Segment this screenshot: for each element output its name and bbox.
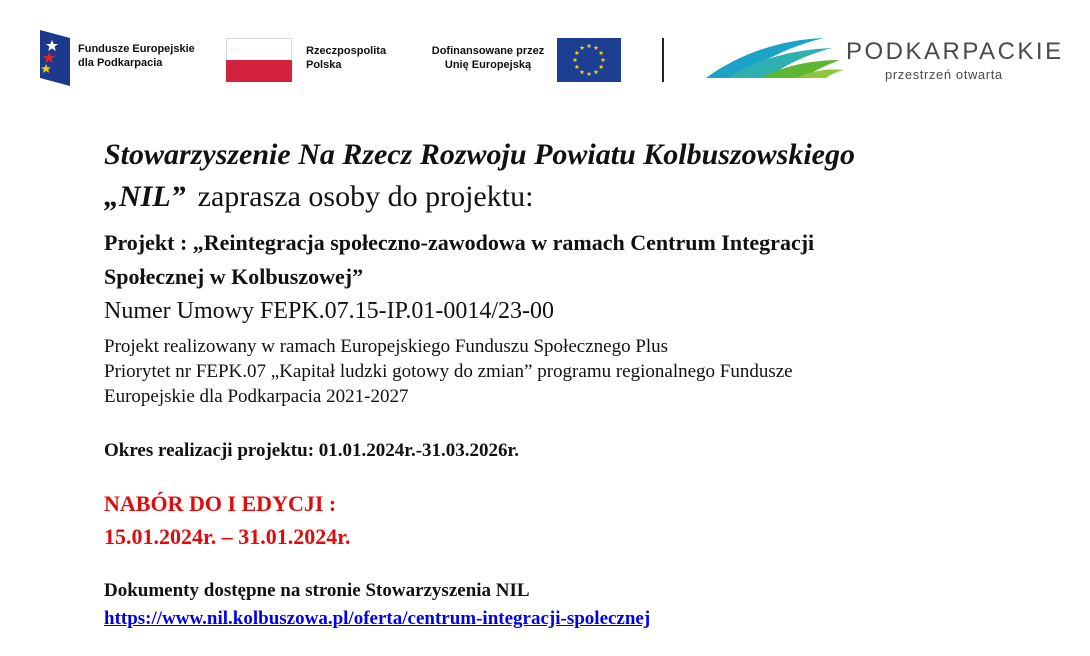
logo-bar	[0, 0, 1090, 110]
program-line2: Priorytet nr FEPK.07 „Kapitał ludzki gotowy do zmian” programu regionalnego Fundusze	[104, 361, 793, 382]
podkarpackie-swoosh-icon	[706, 34, 846, 82]
program-line3: Europejskie dla Podkarpacia 2021-2027	[104, 386, 409, 407]
invitation-line	[104, 180, 533, 214]
invitation-text: zaprasza osoby do projektu:	[197, 180, 534, 213]
poland-flag-icon	[226, 38, 292, 82]
organization-short-name: „NIL”	[104, 180, 186, 213]
project-title-line2: Społecznej w Kolbuszowej”	[104, 264, 364, 289]
eu-logo-line1: Dofinansowane przez	[431, 45, 545, 57]
project-title-line1: Projekt : „Reintegracja społeczno-zawodowa w ramach Centrum Integracji	[104, 230, 815, 255]
funds-eu-icon	[40, 30, 70, 86]
documents-link[interactable]: https://www.nil.kolbuszowa.pl/oferta/centrum-integracji-spolecznej	[104, 608, 651, 629]
podkarpackie-logo	[706, 34, 1076, 90]
logo-divider	[662, 38, 664, 82]
poland-logo-line2: Polska	[306, 59, 342, 71]
contract-number: Numer Umowy FEPK.07.15-IP.01-0014/23-00	[104, 298, 554, 324]
podkarpackie-tagline: przestrzeń otwarta	[885, 67, 1003, 82]
project-period: Okres realizacji projektu: 01.01.2024r.-31.03.2026r.	[104, 440, 519, 461]
recruitment-dates: 15.01.2024r. – 31.01.2024r.	[104, 524, 351, 549]
funds-logo	[40, 28, 215, 88]
organization-name: Stowarzyszenie Na Rzecz Rozwoju Powiatu Kolbuszowskiego	[104, 138, 855, 171]
funds-logo-line1: Fundusze Europejskie	[78, 43, 195, 55]
poland-logo-line1: Rzeczpospolita	[306, 45, 387, 57]
eu-logo-line2: Unię Europejską	[444, 59, 532, 71]
funds-logo-line2: dla Podkarpacia	[78, 57, 163, 69]
poland-logo	[226, 38, 416, 82]
podkarpackie-name: PODKARPACKIE	[846, 38, 1064, 65]
eu-logo	[425, 38, 625, 82]
documents-note: Dokumenty dostępne na stronie Stowarzyszenia NIL	[104, 580, 530, 601]
eu-flag-icon	[557, 38, 621, 82]
program-line1: Projekt realizowany w ramach Europejskiego Funduszu Społecznego Plus	[104, 336, 669, 357]
recruitment-heading: NABÓR DO I EDYCJI :	[104, 491, 337, 516]
